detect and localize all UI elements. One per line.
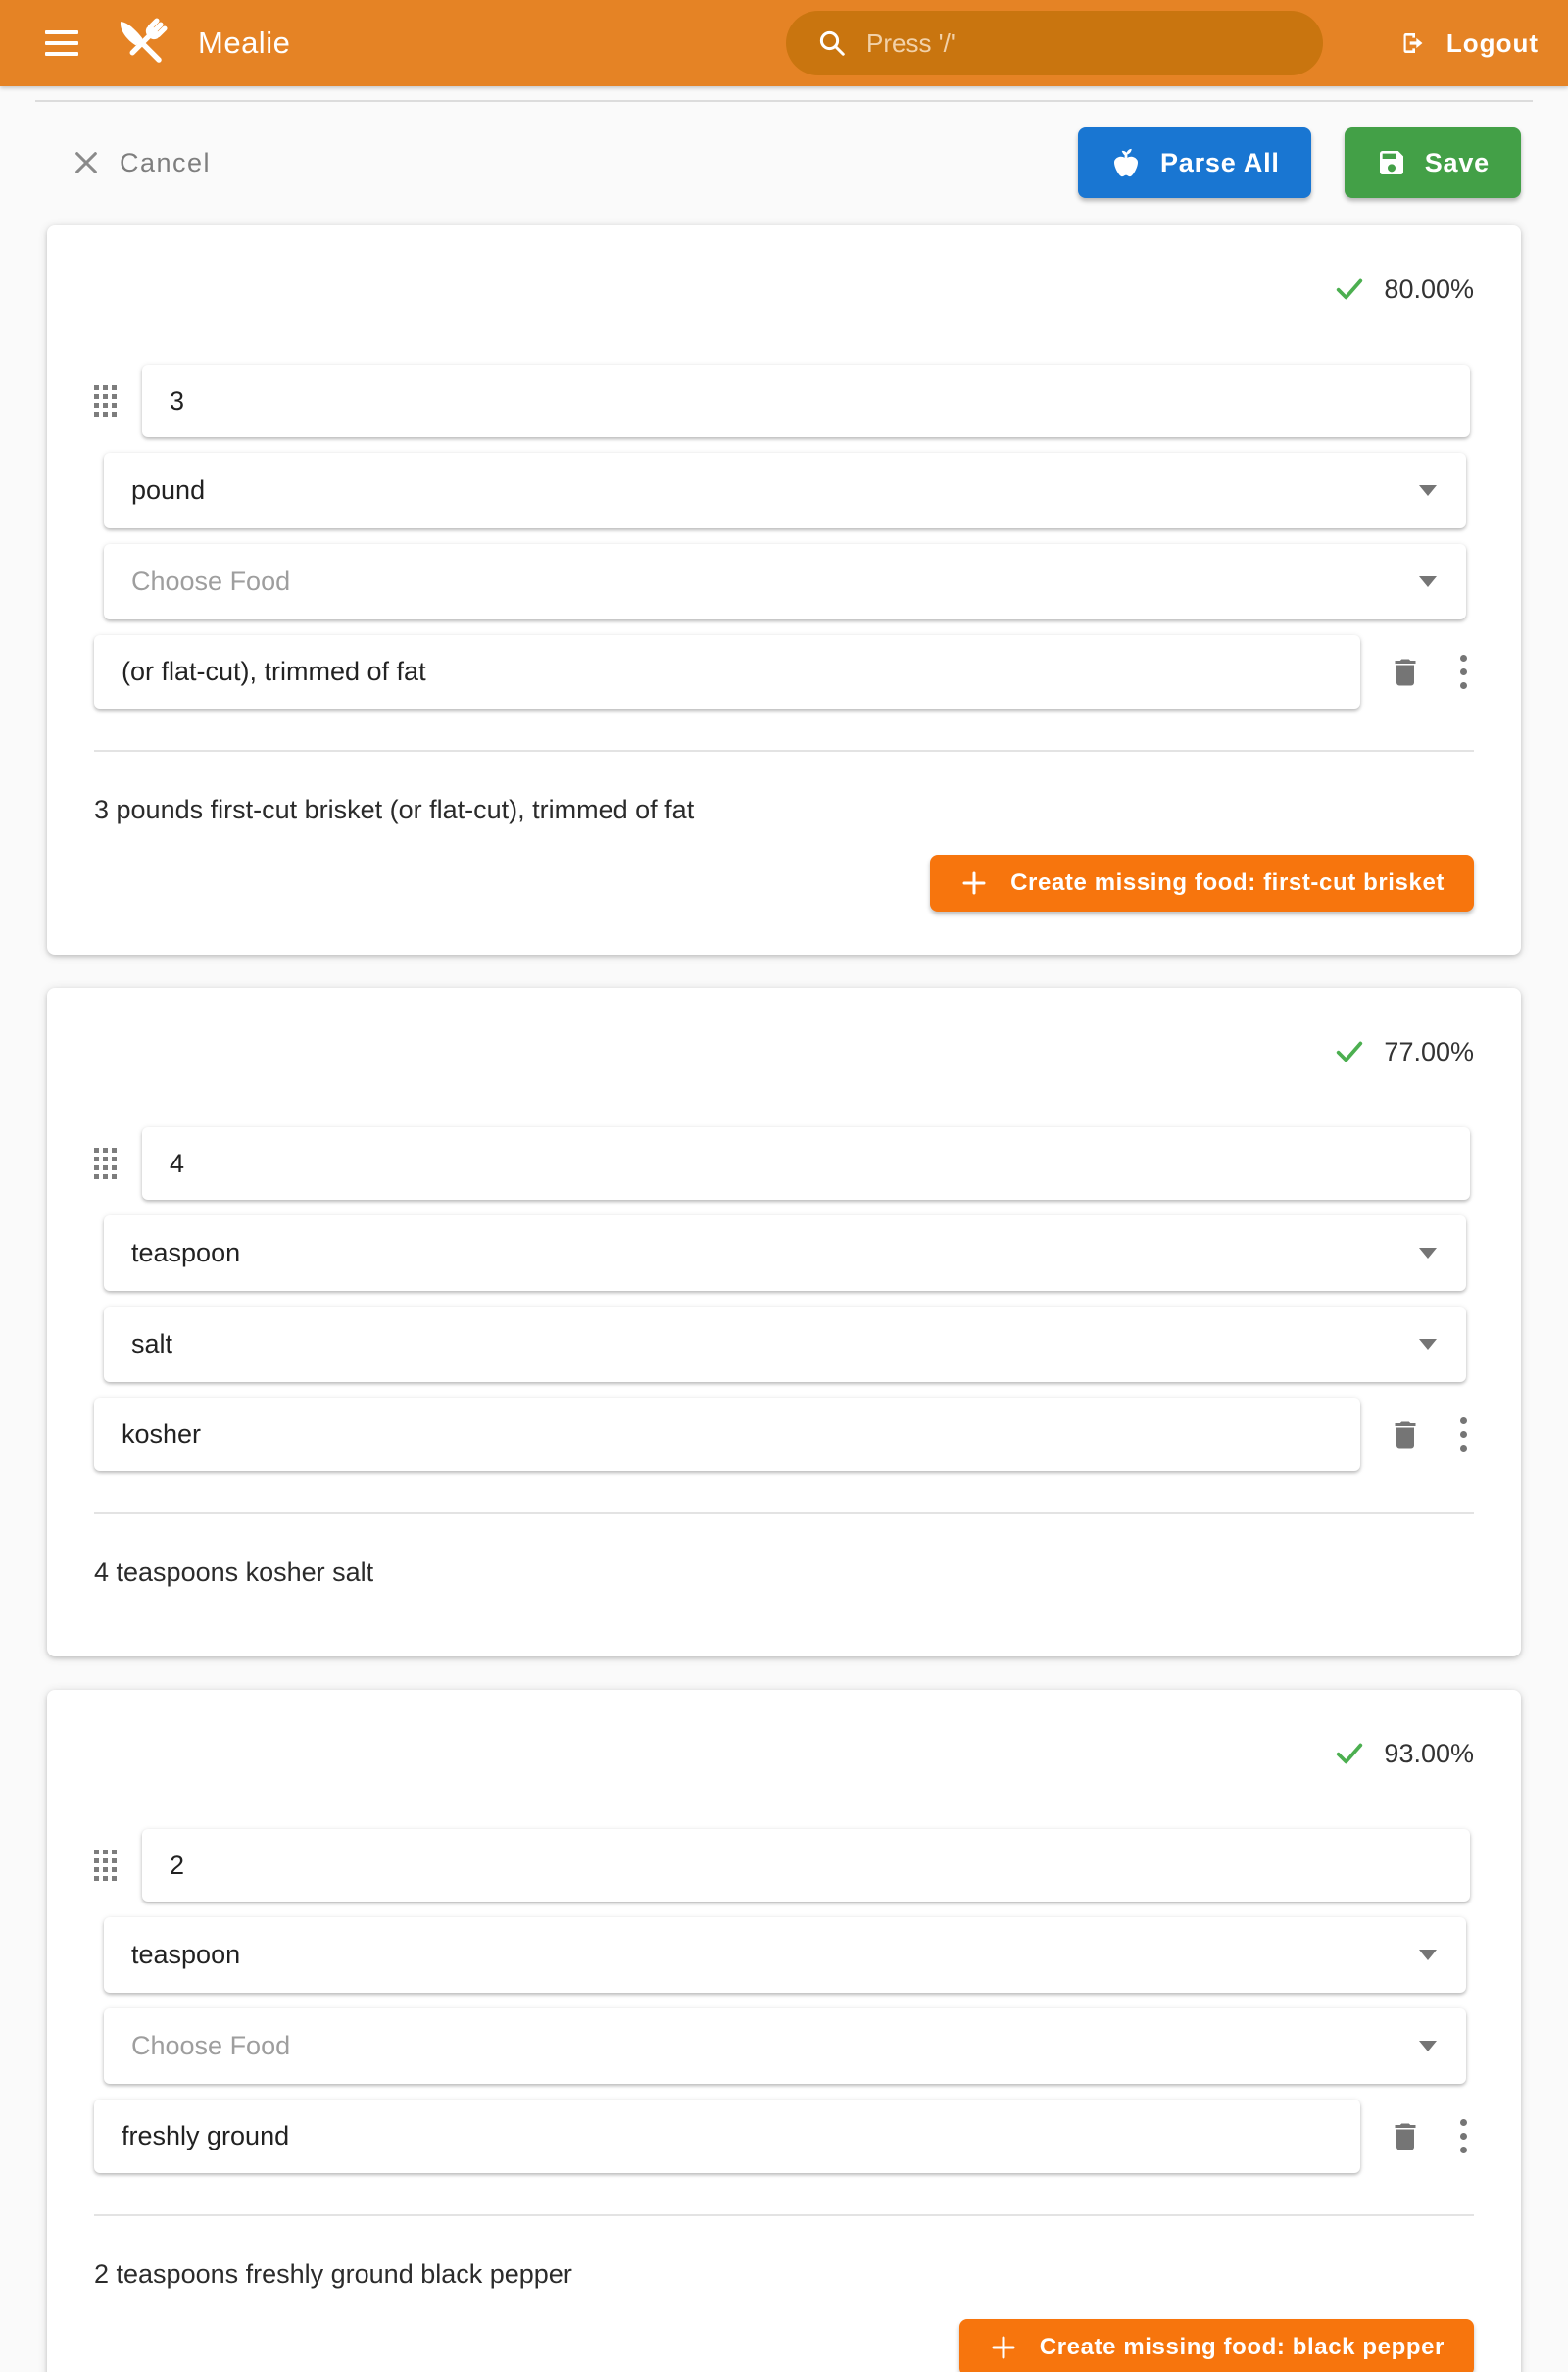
missing-food-row [94, 855, 1474, 912]
original-ingredient-text: 4 teaspoons kosher salt [94, 1557, 374, 1587]
original-ingredient-text: 3 pounds first-cut brisket (or flat-cut), trimmed of fat [94, 795, 695, 824]
editor-toolbar [47, 127, 1521, 198]
cancel-label: Cancel [120, 147, 212, 177]
quantity-row [94, 365, 1474, 437]
logout-button[interactable] [1399, 27, 1539, 59]
trash-icon [1388, 655, 1423, 690]
unit-select[interactable] [104, 453, 1466, 528]
parse-all-label: Parse All [1159, 147, 1280, 177]
parse-all-button[interactable] [1078, 127, 1311, 198]
kebab-icon [1460, 1417, 1467, 1424]
delete-button[interactable] [1388, 2119, 1423, 2154]
floppy-disk-icon [1376, 147, 1407, 178]
kebab-icon [1460, 2119, 1467, 2126]
unit-select[interactable] [104, 1917, 1466, 1993]
create-missing-food-button[interactable] [930, 855, 1474, 912]
confidence-value: 80.00% [1384, 273, 1474, 304]
note-row [94, 1398, 1474, 1471]
apple-icon [1109, 146, 1143, 179]
original-ingredient-text: 2 teaspoons freshly ground black pepper [94, 2259, 572, 2289]
header-divider [35, 100, 1533, 102]
card-divider [94, 1512, 1474, 1514]
more-options-button[interactable] [1456, 651, 1471, 693]
note-input[interactable] [94, 635, 1360, 709]
more-options-button[interactable] [1456, 2115, 1471, 2157]
card-divider [94, 750, 1474, 752]
quantity-input[interactable] [142, 1127, 1470, 1200]
note-input[interactable] [94, 1398, 1360, 1471]
hamburger-menu-button[interactable] [39, 25, 84, 62]
create-missing-food-label: Create missing food: first-cut brisket [1010, 869, 1445, 896]
cancel-button[interactable] [73, 148, 211, 178]
confidence-row [94, 272, 1474, 306]
chevron-down-icon [1419, 1248, 1437, 1259]
missing-food-row [94, 2319, 1474, 2372]
create-missing-food-label: Create missing food: black pepper [1039, 2334, 1445, 2360]
drag-handle-icon[interactable] [94, 1850, 117, 1881]
close-icon [73, 149, 100, 176]
food-value: salt [131, 1329, 173, 1359]
confidence-value: 77.00% [1384, 1036, 1474, 1066]
ingredient-card [47, 988, 1521, 1656]
check-icon [1333, 1035, 1366, 1068]
chevron-down-icon [1419, 2041, 1437, 2051]
food-select[interactable] [104, 2008, 1466, 2084]
food-placeholder: Choose Food [131, 2031, 291, 2060]
chevron-down-icon [1419, 1950, 1437, 1960]
ingredient-parser-list [0, 198, 1568, 2372]
search-icon [817, 28, 847, 58]
chevron-down-icon [1419, 1339, 1437, 1350]
food-placeholder: Choose Food [131, 567, 291, 596]
trash-icon [1388, 2119, 1423, 2154]
food-select[interactable] [104, 544, 1466, 619]
app-title: Mealie [198, 25, 291, 60]
drag-handle-icon[interactable] [94, 1148, 117, 1179]
mealie-logo-icon [110, 11, 174, 75]
app-bar [0, 0, 1568, 86]
confidence-value: 93.00% [1384, 1738, 1474, 1768]
logout-label: Logout [1446, 27, 1539, 58]
check-icon [1333, 272, 1366, 306]
check-icon [1333, 1737, 1366, 1770]
quantity-row [94, 1127, 1474, 1200]
trash-icon [1388, 1417, 1423, 1453]
drag-handle-icon[interactable] [94, 385, 117, 417]
search-input[interactable] [866, 28, 1258, 59]
plus-icon [959, 868, 989, 898]
confidence-row [94, 1737, 1474, 1770]
kebab-icon [1460, 655, 1467, 662]
more-options-button[interactable] [1456, 1413, 1471, 1456]
search-bar[interactable] [786, 11, 1323, 75]
chevron-down-icon [1419, 576, 1437, 587]
card-divider [94, 2214, 1474, 2216]
ingredient-card [47, 1690, 1521, 2372]
unit-value: teaspoon [131, 1940, 241, 1969]
unit-value: teaspoon [131, 1238, 241, 1267]
create-missing-food-button[interactable] [959, 2319, 1474, 2372]
confidence-row [94, 1035, 1474, 1068]
note-row [94, 635, 1474, 709]
ingredient-card [47, 225, 1521, 955]
quantity-row [94, 1829, 1474, 1902]
save-button[interactable] [1345, 127, 1521, 198]
unit-select[interactable] [104, 1215, 1466, 1291]
chevron-down-icon [1419, 485, 1437, 496]
plus-icon [989, 2333, 1018, 2362]
save-label: Save [1424, 147, 1490, 177]
delete-button[interactable] [1388, 1417, 1423, 1453]
note-row [94, 2100, 1474, 2173]
unit-value: pound [131, 475, 206, 505]
logout-icon [1399, 27, 1431, 59]
quantity-input[interactable] [142, 365, 1470, 437]
note-input[interactable] [94, 2100, 1360, 2173]
delete-button[interactable] [1388, 655, 1423, 690]
quantity-input[interactable] [142, 1829, 1470, 1902]
food-select[interactable] [104, 1307, 1466, 1382]
